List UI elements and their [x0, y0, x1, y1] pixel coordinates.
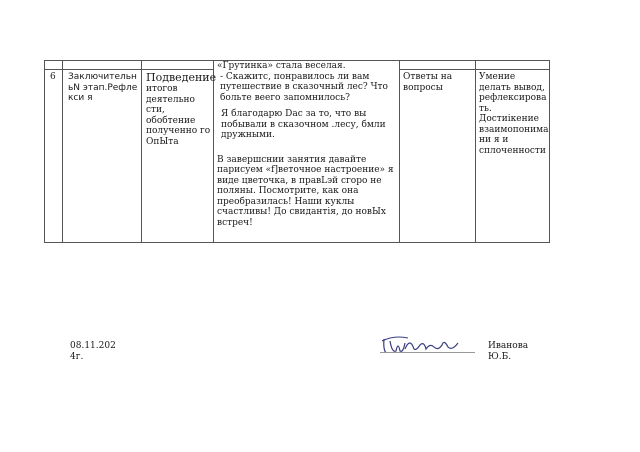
column-divider	[399, 61, 400, 242]
column-divider	[475, 61, 476, 242]
row-number: 6	[50, 72, 56, 82]
row-divider	[399, 69, 549, 70]
signature-line	[380, 352, 475, 353]
column-divider	[62, 61, 63, 242]
column-divider	[141, 61, 142, 242]
footer-date: 08.11.202 4г.	[70, 341, 116, 362]
teacher-question: - Скажитс, понравилось ли вам путешествие в сказочный лес? Что больтe веего запомнилось?	[220, 71, 388, 103]
row-divider	[45, 69, 213, 70]
column-divider	[213, 61, 214, 242]
teacher-activity	[217, 61, 397, 228]
teacher-thanks: Я благодарю Dac за то, что вы побывали в сказочном .лесу, бмли дружными.	[221, 109, 386, 140]
footer-name: Иванова Ю.Б.	[488, 341, 529, 362]
expected-result: Умение делать вывод, рефлексирова ть. Достиікение взаимопонима ни я и сплоченности	[479, 72, 549, 156]
children-activity: Ответы на вопросы	[403, 72, 453, 93]
top-line: «Грутинка» стала веселая.	[217, 61, 346, 71]
goal-title: Подведение	[146, 71, 217, 84]
lesson-table	[44, 60, 550, 243]
teacher-closing: В завершснии занятия давайте парисуем «f]веточное настроение» я виде цветочка, в правLэй сгоро не поляны. Посмотрите, как она преобразилась! Наши куклы счастливы! До свидантія, до новЫх встреч!	[217, 154, 394, 228]
stage-goal	[146, 71, 217, 147]
signature-image	[380, 333, 475, 357]
stage-name: Заключительн ьN этап.Рефлекси я	[68, 72, 138, 103]
goal-body: итогов деятельно сти, обобтение полученно го ОпЫта	[146, 84, 211, 147]
